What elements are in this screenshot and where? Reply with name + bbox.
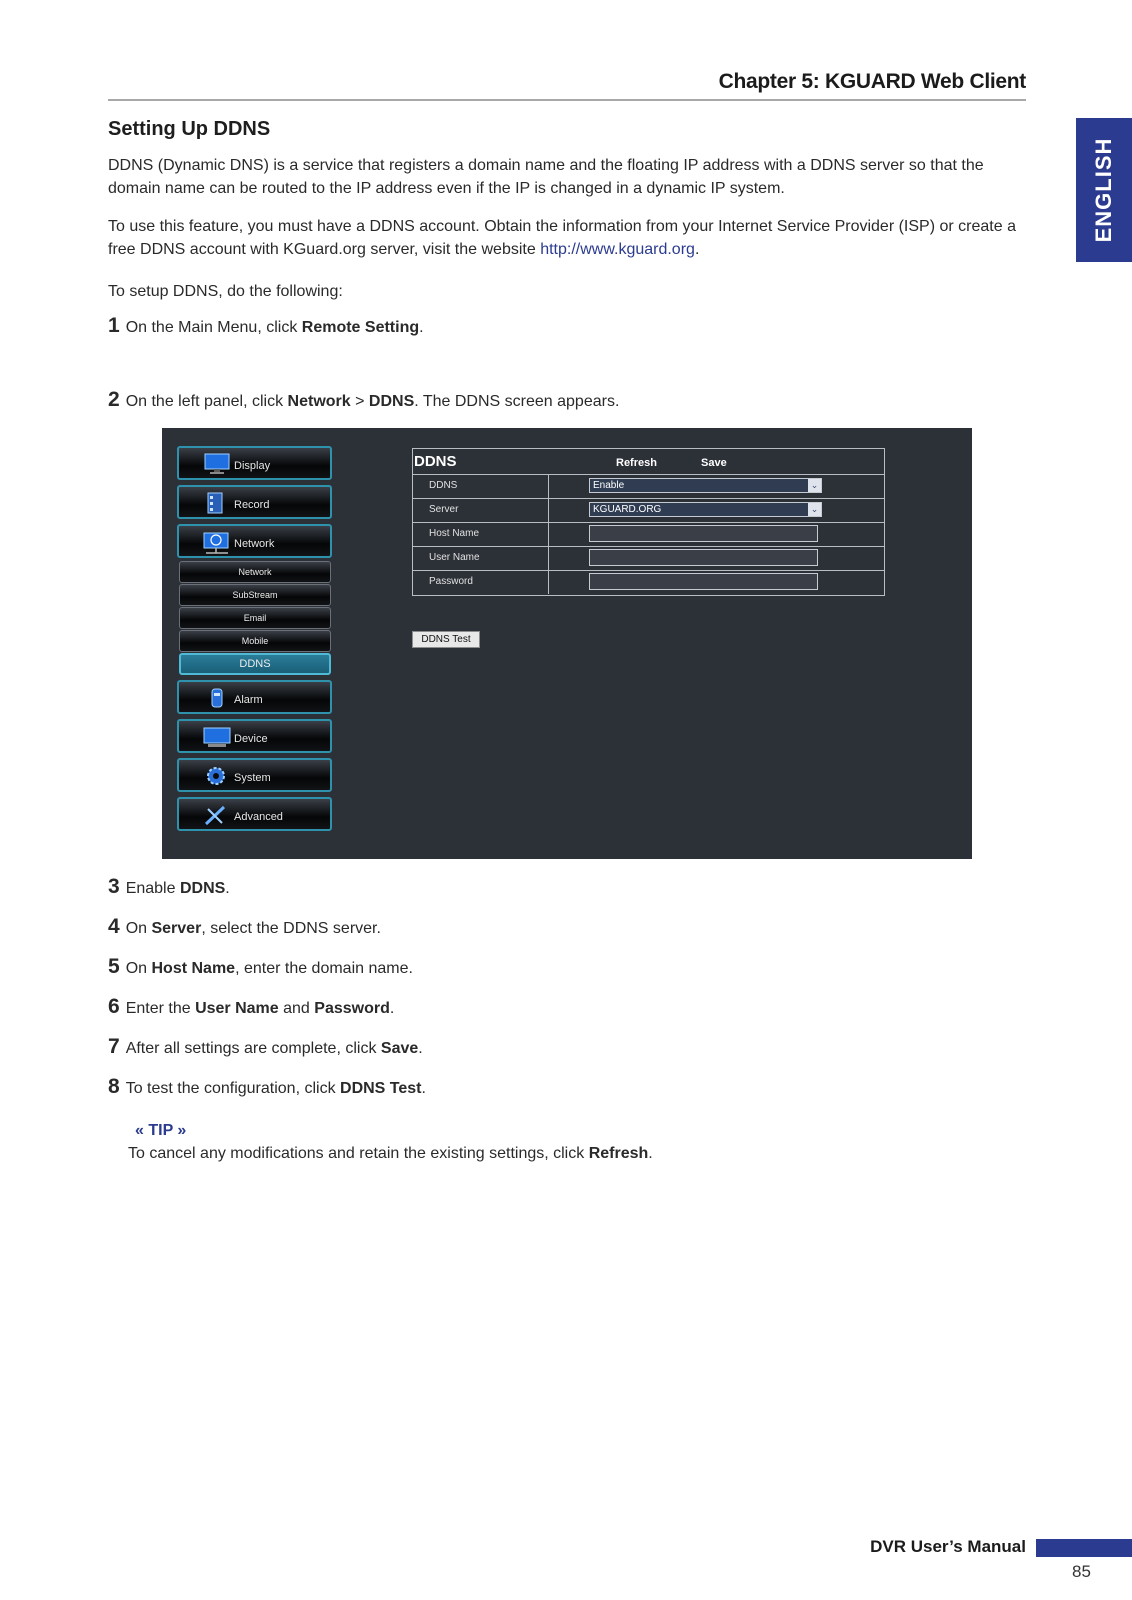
ddns-select[interactable]	[589, 478, 822, 493]
header-rule	[108, 99, 1026, 101]
form-title: DDNS	[414, 453, 457, 470]
menu-label: System	[234, 772, 271, 784]
host-name-label: Host Name	[429, 528, 480, 539]
footer-bar	[1036, 1539, 1132, 1557]
account-text: To use this feature, you must have a DDNS account. Obtain the information from your Internet Service Provider (ISP) or create a free DDNS account with KGuard.org server, visit the website	[108, 218, 1016, 258]
step-text: Enable	[125, 880, 180, 897]
step-text: On the Main Menu, click	[125, 319, 302, 336]
language-tab-label: ENGLISH	[1091, 137, 1116, 243]
password-row	[413, 570, 884, 594]
step-text: .	[389, 1000, 395, 1017]
step-5	[108, 955, 413, 979]
step-number: 2	[108, 388, 120, 411]
kguard-link[interactable]: http://www.kguard.org	[540, 241, 695, 258]
step-emphasis: Network	[287, 393, 351, 410]
intro-paragraph: DDNS (Dynamic DNS) is a service that registers a domain name and the floating IP address with a DDNS server so that the domain name can be routed to the IP address even if the IP is changed in a dynamic IP system.	[108, 157, 984, 197]
step-text: , select the DDNS server.	[201, 920, 381, 937]
step-number: 5	[108, 955, 120, 978]
step-emphasis: DDNS	[179, 880, 226, 897]
step-text: , enter the domain name.	[235, 960, 413, 977]
step-text: On	[125, 960, 152, 977]
column-divider	[548, 498, 549, 522]
step-number: 6	[108, 995, 120, 1018]
step-1	[108, 314, 424, 338]
film-icon	[202, 491, 232, 515]
form-header	[413, 449, 884, 475]
menu-advanced[interactable]	[177, 797, 332, 831]
step-3	[108, 875, 230, 899]
step-number: 7	[108, 1035, 120, 1058]
submenu-email[interactable]: Email	[179, 607, 331, 629]
server-select-value: KGUARD.ORG	[593, 504, 662, 515]
step-text: and	[278, 1000, 315, 1017]
step-emphasis: User Name	[195, 1000, 279, 1017]
account-end: .	[694, 241, 700, 258]
menu-record[interactable]	[177, 485, 332, 519]
menu-label: Display	[234, 460, 271, 472]
chevron-down-icon: ⌄	[808, 479, 821, 492]
ddns-label: DDNS	[429, 480, 458, 491]
step-text: To test the configuration, click	[125, 1080, 341, 1097]
tip-title: « TIP »	[135, 1122, 187, 1139]
submenu-mobile[interactable]: Mobile	[179, 630, 331, 652]
refresh-button[interactable]: Refresh	[616, 457, 657, 469]
page-number: 85	[1072, 1562, 1091, 1581]
tip-text	[128, 1145, 653, 1163]
alarm-icon	[202, 686, 232, 710]
menu-system[interactable]	[177, 758, 332, 792]
chapter-title: Chapter 5: KGUARD Web Client	[718, 70, 1026, 93]
ddns-row	[413, 474, 884, 499]
menu-label: Alarm	[234, 694, 263, 706]
step-text: .	[225, 880, 230, 897]
server-select[interactable]	[589, 502, 822, 517]
step-text: .	[419, 319, 424, 336]
save-button[interactable]: Save	[701, 457, 727, 469]
host-name-row	[413, 522, 884, 547]
account-paragraph	[108, 215, 1028, 261]
menu-display[interactable]	[177, 446, 332, 480]
step-text: >	[350, 393, 369, 410]
column-divider	[548, 570, 549, 594]
step-text: On the left panel, click	[125, 393, 288, 410]
tip-text-c: .	[648, 1145, 653, 1162]
step-text: .	[421, 1080, 426, 1097]
step-emphasis: Remote Setting	[301, 319, 420, 336]
step-number: 4	[108, 915, 120, 938]
network-icon	[202, 530, 232, 554]
step-text: On	[125, 920, 152, 937]
step-emphasis: DDNS	[368, 393, 415, 410]
tools-icon	[202, 803, 232, 827]
server-label: Server	[429, 504, 459, 515]
step-7	[108, 1035, 423, 1059]
menu-label: Record	[234, 499, 270, 511]
step-number: 3	[108, 875, 120, 898]
setup-intro: To setup DDNS, do the following:	[108, 283, 343, 300]
monitor-icon	[202, 452, 232, 476]
language-tab	[1076, 118, 1132, 262]
step-number: 8	[108, 1075, 120, 1098]
ddns-select-value: Enable	[593, 480, 625, 491]
step-text: Enter the	[125, 1000, 196, 1017]
chevron-down-icon: ⌄	[808, 503, 821, 516]
ddns-form	[412, 448, 885, 596]
step-emphasis: DDNS Test	[340, 1080, 422, 1097]
gear-icon	[202, 764, 232, 788]
step-8	[108, 1075, 426, 1099]
tip-text-a: To cancel any modifications and retain the existing settings, click	[128, 1145, 589, 1162]
submenu-substream[interactable]: SubStream	[179, 584, 331, 606]
password-input[interactable]	[589, 573, 818, 590]
menu-device[interactable]	[177, 719, 332, 753]
section-title: Setting Up DDNS	[108, 118, 271, 140]
step-emphasis: Server	[151, 920, 202, 937]
server-row	[413, 498, 884, 523]
device-icon	[202, 725, 232, 749]
menu-alarm[interactable]	[177, 680, 332, 714]
step-emphasis: Password	[314, 1000, 390, 1017]
column-divider	[548, 522, 549, 546]
step-emphasis: Save	[380, 1040, 419, 1057]
ddns-screen-figure	[162, 428, 972, 859]
user-name-input[interactable]	[589, 549, 818, 566]
step-text: . The DDNS screen appears.	[414, 393, 620, 410]
menu-label: Advanced	[234, 811, 283, 823]
submenu-ddns[interactable]: DDNS	[179, 653, 331, 675]
step-4	[108, 915, 381, 939]
column-divider	[548, 474, 549, 498]
tip-emphasis: Refresh	[588, 1145, 649, 1162]
password-label: Password	[429, 576, 473, 587]
step-text: After all settings are complete, click	[125, 1040, 381, 1057]
menu-label: Device	[234, 733, 268, 745]
user-name-label: User Name	[429, 552, 480, 563]
manual-title: DVR User’s Manual	[870, 1537, 1026, 1556]
host-name-input[interactable]	[589, 525, 818, 542]
step-6	[108, 995, 394, 1019]
user-name-row	[413, 546, 884, 571]
step-2	[108, 388, 619, 412]
column-divider	[548, 546, 549, 570]
menu-label: Network	[234, 538, 275, 550]
menu-network[interactable]	[177, 524, 332, 558]
step-text: .	[418, 1040, 423, 1057]
ddns-test-button[interactable]: DDNS Test	[412, 631, 480, 648]
submenu-network[interactable]: Network	[179, 561, 331, 583]
step-number: 1	[108, 314, 120, 337]
step-emphasis: Host Name	[151, 960, 236, 977]
